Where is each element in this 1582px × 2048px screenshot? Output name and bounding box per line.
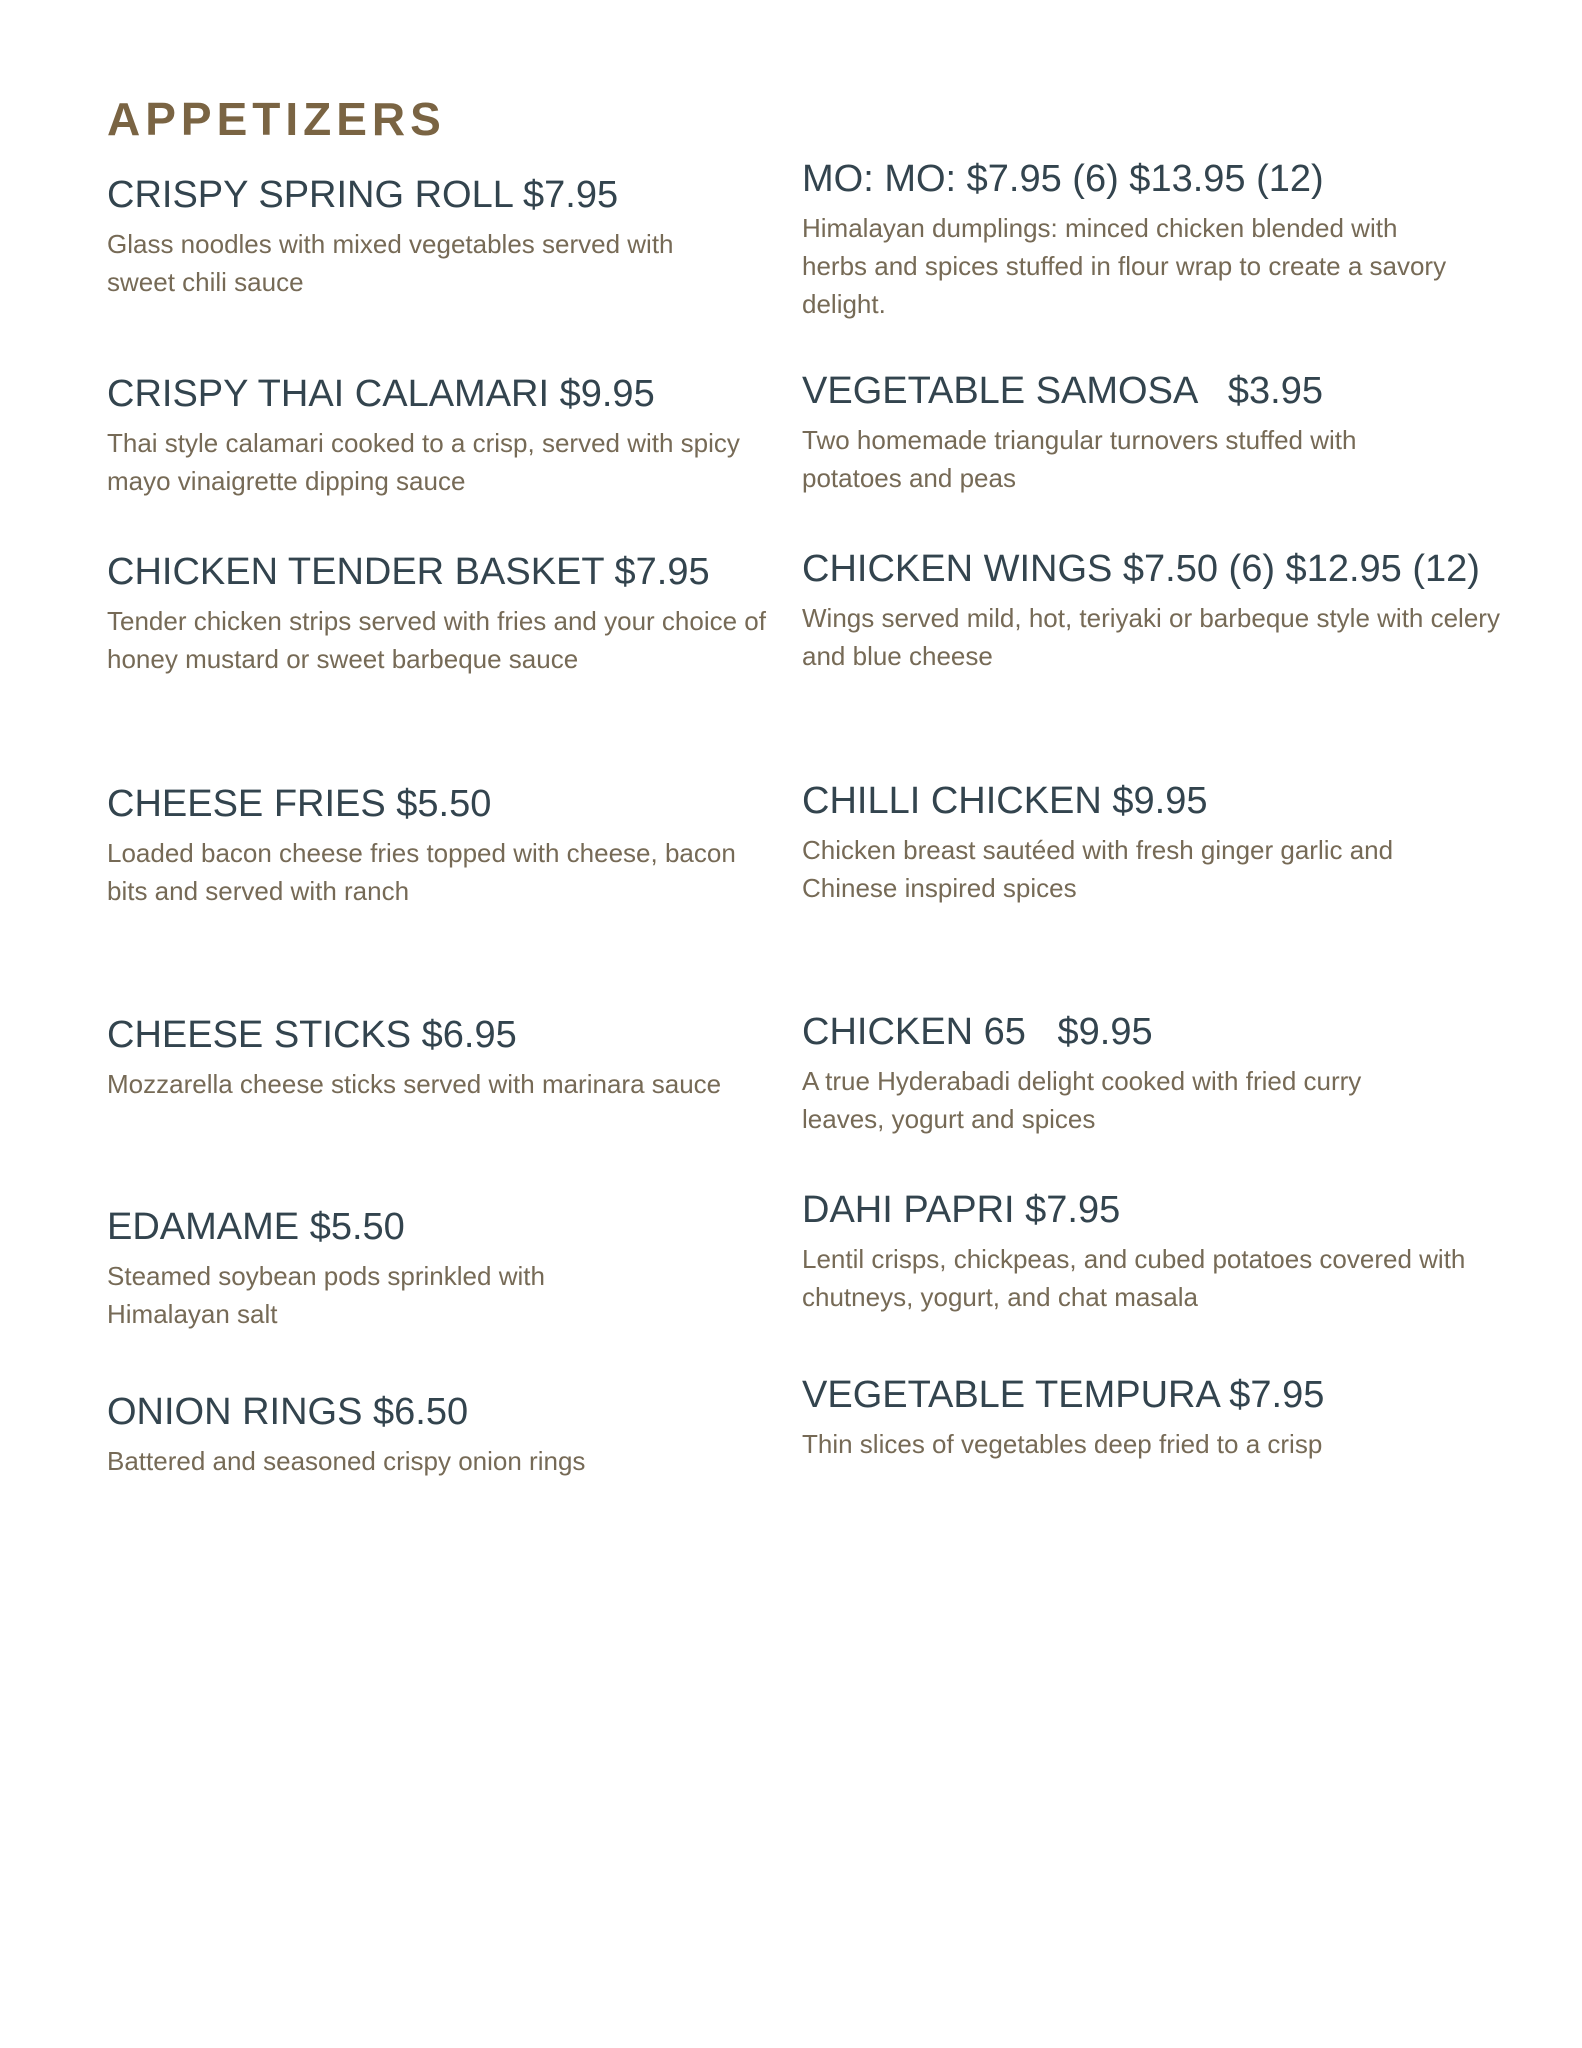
item-description: Chicken breast sautéed with fresh ginger garlic and Chinese inspired spices	[802, 834, 1394, 903]
item-name: CRISPY THAI CALAMARI $9.95	[107, 373, 655, 415]
menu-item-chicken-tender-basket	[107, 550, 767, 678]
menu-item-cheese-sticks	[107, 1013, 767, 1103]
section-title: APPETIZERS	[107, 93, 446, 145]
item-description: Wings served mild, hot, teriyaki or barbeque style with celery and blue cheese	[802, 602, 1500, 671]
menu-item-vegetable-samosa	[802, 369, 1502, 497]
item-name: MO: MO: $7.95 (6) $13.95 (12)	[802, 158, 1324, 200]
item-name: CHEESE STICKS $6.95	[107, 1014, 517, 1056]
item-name: CHICKEN TENDER BASKET $7.95	[107, 551, 710, 593]
menu-item-crispy-spring-roll	[107, 173, 767, 301]
item-description: Two homemade triangular turnovers stuffed with potatoes and peas	[802, 424, 1357, 493]
item-description: Loaded bacon cheese fries topped with cheese, bacon bits and served with ranch	[107, 837, 736, 906]
menu-item-momo	[802, 157, 1502, 323]
menu-item-dahi-papri	[802, 1188, 1502, 1316]
item-name: CHICKEN 65 $9.95	[802, 1011, 1153, 1053]
menu-item-vegetable-tempura	[802, 1373, 1502, 1463]
item-name: VEGETABLE SAMOSA $3.95	[802, 370, 1323, 412]
item-name: CHICKEN WINGS $7.50 (6) $12.95 (12)	[802, 548, 1480, 590]
item-name: ONION RINGS $6.50	[107, 1391, 469, 1433]
item-description: A true Hyderabadi delight cooked with fried curry leaves, yogurt and spices	[802, 1065, 1362, 1134]
item-name: CHILLI CHICKEN $9.95	[802, 780, 1208, 822]
menu-item-edamame	[107, 1205, 767, 1333]
item-description: Battered and seasoned crispy onion rings	[107, 1445, 586, 1476]
item-description: Tender chicken strips served with fries and your choice of honey mustard or sweet barbeque sauce	[107, 605, 766, 674]
item-description: Steamed soybean pods sprinkled with Himalayan salt	[107, 1260, 545, 1329]
item-name: EDAMAME $5.50	[107, 1206, 405, 1248]
item-name: CRISPY SPRING ROLL $7.95	[107, 174, 619, 216]
item-description: Glass noodles with mixed vegetables served with sweet chili sauce	[107, 228, 674, 297]
menu-item-chicken-65	[802, 1010, 1502, 1138]
menu-item-cheese-fries	[107, 782, 767, 910]
item-description: Thin slices of vegetables deep fried to a crisp	[802, 1428, 1323, 1459]
item-name: CHEESE FRIES $5.50	[107, 783, 492, 825]
item-name: VEGETABLE TEMPURA $7.95	[802, 1374, 1325, 1416]
menu-item-onion-rings	[107, 1390, 767, 1480]
item-description: Lentil crisps, chickpeas, and cubed potatoes covered with chutneys, yogurt, and chat masala	[802, 1243, 1466, 1312]
menu-item-chicken-wings	[802, 547, 1502, 675]
menu-item-chilli-chicken	[802, 779, 1502, 907]
item-description: Mozzarella cheese sticks served with marinara sauce	[107, 1068, 722, 1099]
item-description: Himalayan dumplings: minced chicken blended with herbs and spices stuffed in flour wrap to create a savory delight.	[802, 212, 1447, 319]
item-description: Thai style calamari cooked to a crisp, served with spicy mayo vinaigrette dipping sauce	[107, 427, 740, 496]
item-name: DAHI PAPRI $7.95	[802, 1189, 1121, 1231]
menu-item-crispy-thai-calamari	[107, 372, 767, 500]
